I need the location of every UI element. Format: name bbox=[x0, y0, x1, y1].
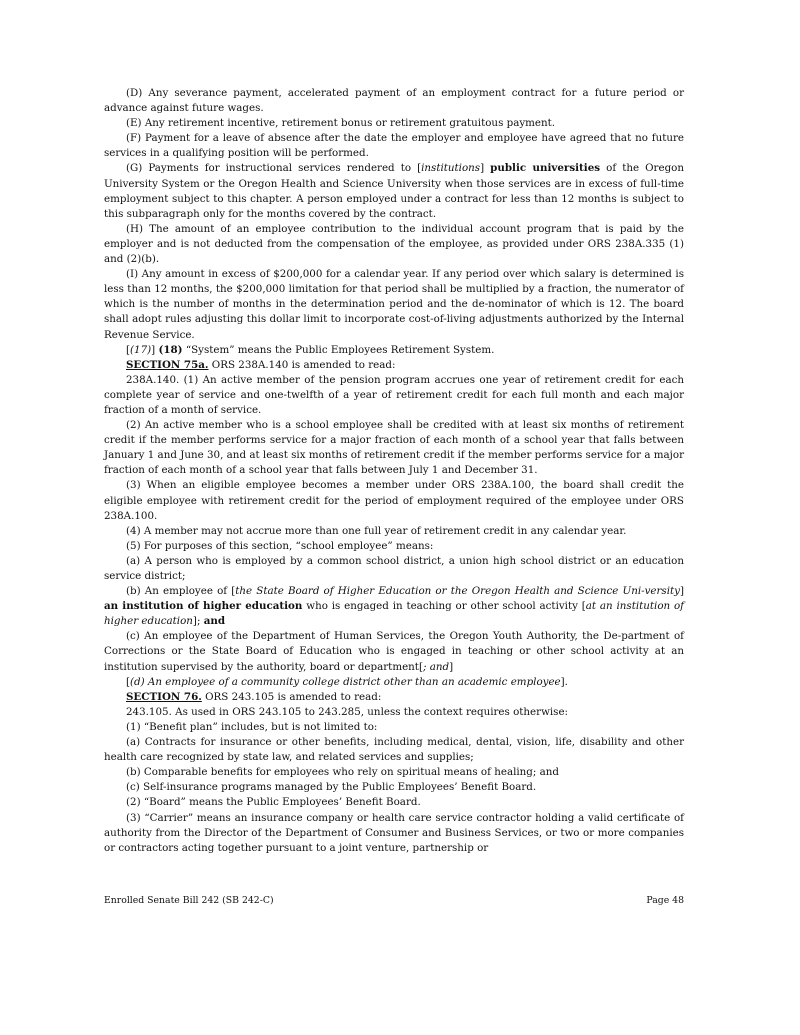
text-run: (a) A person who is employed by a common school district, a union high school district or an education service district; bbox=[104, 554, 684, 582]
text-run: (F) Payment for a leave of absence after the date the employer and employee have agreed that no future services in a qualifying position will be performed. bbox=[104, 132, 684, 160]
paragraph bbox=[104, 478, 684, 523]
text-run: the State Board of Higher Education or the Oregon Health and Science Uni-versity bbox=[235, 585, 680, 598]
text-run: 243.105. As used in ORS 243.105 to 243.285, unless the context requires otherwise: bbox=[126, 705, 569, 718]
text-run: ORS 243.105 is amended to read: bbox=[201, 690, 382, 703]
section-heading: SECTION 76. bbox=[126, 690, 202, 703]
text-run: institutions bbox=[421, 162, 481, 175]
text-run: (5) For purposes of this section, “school employee” means: bbox=[126, 539, 434, 552]
paragraph bbox=[104, 116, 684, 131]
text-run: (G) Payments for instructional services rendered to [ bbox=[126, 162, 422, 175]
text-run: ] bbox=[151, 343, 159, 356]
text-run: at an institution of higher education bbox=[104, 600, 684, 628]
paragraph bbox=[104, 795, 684, 810]
text-run: (b) An employee of [ bbox=[126, 585, 236, 598]
text-run: 238A.140. (1) An active member of the pension program accrues one year of retirement credit for each complete year of service and one-twelfth of a year of retirement credit for each full month and each major fraction of a month of service. bbox=[104, 373, 684, 416]
paragraph bbox=[104, 131, 684, 161]
paragraph bbox=[104, 524, 684, 539]
text-run: (c) Self-insurance programs managed by the Public Employees’ Benefit Board. bbox=[126, 781, 537, 794]
page-footer bbox=[104, 895, 684, 906]
text-run: (2) An active member who is a school employee shall be credited with at least six months of retirement credit if the member performs service for a major fraction of each month of a school year that falls between January 1 and June 30, and at least six months of retirement credit if the member performs service for a major fraction of each month of a school year that falls between July 1 and December 31. bbox=[104, 419, 684, 477]
paragraph bbox=[104, 267, 684, 342]
text-run: (17) bbox=[130, 343, 152, 356]
text-run: (I) Any amount in excess of $200,000 for a calendar year. If any period over which salary is determined is less than 12 months, the $200,000 limitation for that period shall be multiplied by a fraction, the numerator of which is the number of months in the determination period and the de-nominator of which is 12. The board shall adopt rules adjusting this dollar limit to incorporate cost-of-living adjustments authorized by the Internal Revenue Service. bbox=[104, 268, 684, 341]
paragraph bbox=[104, 161, 684, 221]
paragraph bbox=[104, 629, 684, 674]
text-run: (3) “Carrier” means an insurance company or health care service contractor holding a valid certificate of authority from the Director of the Department of Consumer and Business Services, or two or more companies or contractors acting together pursuant to a joint venture, partnership or bbox=[104, 811, 684, 854]
text-run: ]. bbox=[560, 675, 568, 688]
paragraph bbox=[104, 735, 684, 765]
text-run: (18) bbox=[158, 343, 183, 356]
text-run: (4) A member may not accrue more than one full year of retirement credit in any calendar year. bbox=[126, 524, 627, 537]
text-run: (c) An employee of the Department of Human Services, the Oregon Youth Authority, the De-partment of Corrections or the State Board of Education who is engaged in teaching or other school activity at an institution supervised by the authority, board or department[ bbox=[104, 630, 684, 673]
text-run: ; and bbox=[422, 660, 450, 673]
text-run: (1) “Benefit plan” includes, but is not limited to: bbox=[126, 720, 378, 733]
text-run: (a) Contracts for insurance or other benefits, including medical, dental, vision, life, disability and other health care recognized by state law, and related services and supplies; bbox=[104, 736, 684, 764]
paragraph bbox=[104, 539, 684, 554]
text-run: ORS 238A.140 is amended to read: bbox=[208, 358, 396, 371]
text-run: of the Oregon University System or the Oregon Health and Science University when those services are in excess of full-time employment subject to this chapter. A person employed under a contract for less than 12 months is subject to this subparagraph only for the months covered by the contract. bbox=[104, 162, 684, 220]
paragraph bbox=[104, 584, 684, 629]
text-run: ] bbox=[679, 585, 684, 598]
text-run: [ bbox=[126, 675, 131, 688]
paragraph bbox=[104, 554, 684, 584]
section-heading: SECTION 75a. bbox=[126, 358, 209, 371]
text-run: and bbox=[203, 615, 226, 628]
text-run: ] bbox=[480, 162, 491, 175]
paragraph bbox=[104, 343, 684, 358]
text-run: (d) An employee of a community college district other than an academic employee bbox=[130, 675, 561, 688]
text-run: “System” means the Public Employees Retirement System. bbox=[182, 343, 495, 356]
text-run: (b) Comparable benefits for employees who rely on spiritual means of healing; and bbox=[126, 766, 559, 779]
paragraph bbox=[104, 720, 684, 735]
paragraph bbox=[104, 222, 684, 267]
text-run: who is engaged in teaching or other school activity [ bbox=[302, 600, 586, 613]
paragraph bbox=[104, 373, 684, 418]
text-run: public universities bbox=[490, 162, 601, 175]
bill-title: Enrolled Senate Bill 242 (SB 242-C) bbox=[104, 895, 274, 906]
text-run: (E) Any retirement incentive, retirement bonus or retirement gratuitous payment. bbox=[126, 117, 556, 130]
paragraph bbox=[104, 690, 684, 705]
paragraph bbox=[104, 358, 684, 373]
text-run: (3) When an eligible employee becomes a member under ORS 238A.100, the board shall credit the eligible employee with retirement credit for the period of employment required of the employee under ORS 238A.100. bbox=[104, 479, 684, 522]
paragraph bbox=[104, 675, 684, 690]
document-body bbox=[104, 86, 684, 856]
paragraph bbox=[104, 765, 684, 780]
text-run: ] bbox=[449, 660, 454, 673]
text-run: an institution of higher education bbox=[104, 600, 303, 613]
paragraph bbox=[104, 705, 684, 720]
paragraph bbox=[104, 418, 684, 478]
text-run: (D) Any severance payment, accelerated payment of an employment contract for a future period or advance against future wages. bbox=[104, 87, 684, 115]
text-run: (2) “Board” means the Public Employees’ Benefit Board. bbox=[126, 796, 421, 809]
paragraph bbox=[104, 780, 684, 795]
paragraph bbox=[104, 811, 684, 856]
text-run: [ bbox=[126, 343, 131, 356]
paragraph bbox=[104, 86, 684, 116]
text-run: ]; bbox=[192, 615, 204, 628]
text-run: (H) The amount of an employee contribution to the individual account program that is paid by the employer and is not deducted from the compensation of the employee, as provided under ORS 238A.335 (1) and (2)(b). bbox=[104, 222, 684, 266]
page-number: Page 48 bbox=[646, 895, 684, 906]
